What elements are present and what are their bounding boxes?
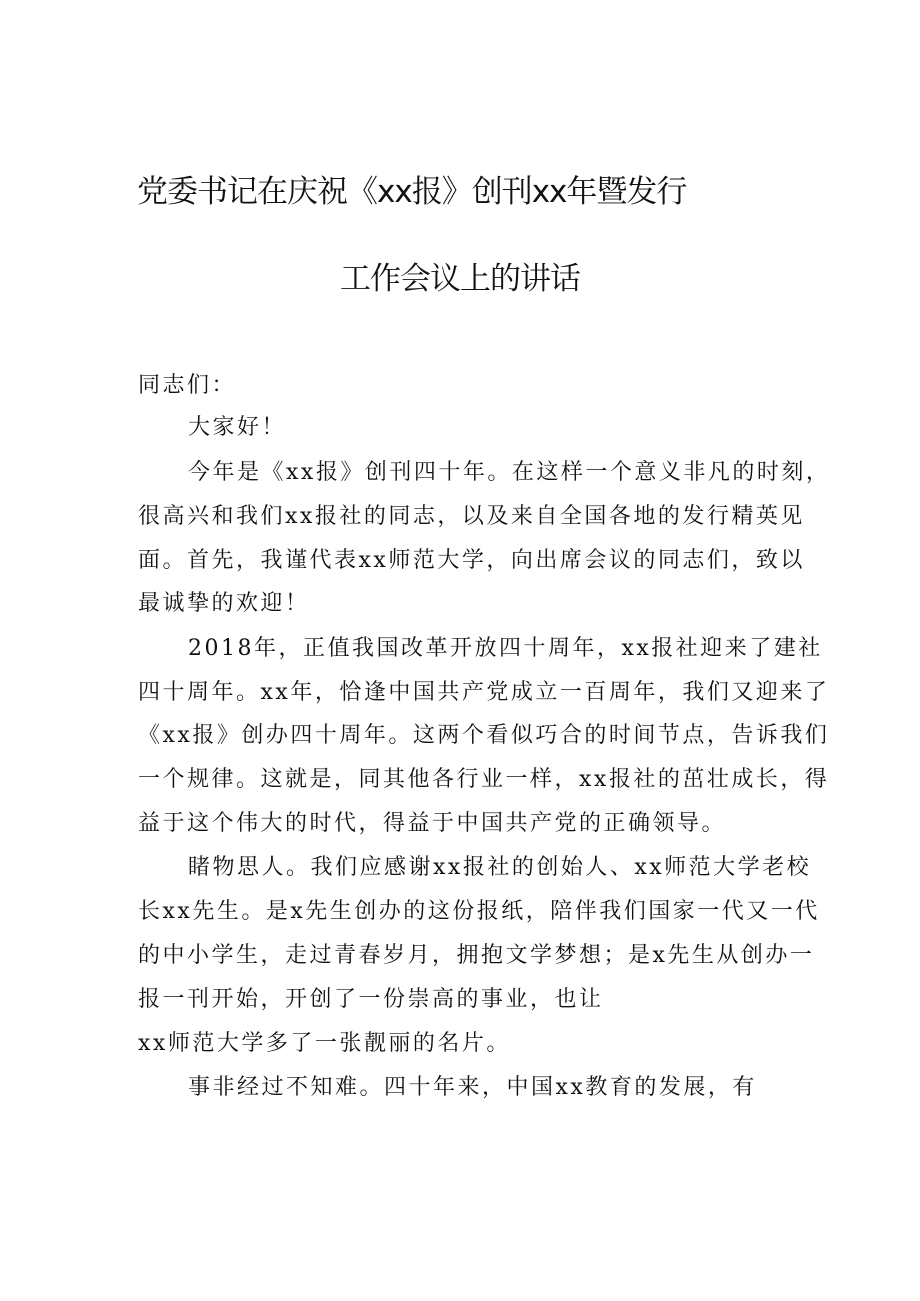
body-line: 面。首先，我谨代表xx师范大学，向出席会议的同志们，致以 <box>138 548 805 573</box>
body-line: 事非经过不知难。四十年来，中国xx教育的发展，有 <box>188 1075 757 1100</box>
body-line: 2018年，正值我国改革开放四十周年，xx报社迎来了建社 <box>188 636 823 661</box>
greeting: 大家好！ <box>188 415 287 440</box>
body-line: 今年是《xx报》创刊四十年。在这样一个意义非凡的时刻， <box>188 460 831 485</box>
body-line: 睹物思人。我们应感谢xx报社的创始人、xx师范大学老校 <box>188 855 812 880</box>
document-title-line-2: 工作会议上的讲话 <box>340 261 580 297</box>
body-line: 益于这个伟大的时代，得益于中国共产党的正确领导。 <box>138 811 727 836</box>
body-line: 很高兴和我们xx报社的同志，以及来自全国各地的发行精英见 <box>138 504 805 529</box>
body-line: xx师范大学多了一张靓丽的名片。 <box>138 1031 511 1056</box>
body-line: 长xx先生。是x先生创办的这份报纸，陪伴我们国家一代又一代 <box>138 899 820 924</box>
body-line: 四十周年。xx年，恰逢中国共产党成立一百周年，我们又迎来了 <box>138 680 830 705</box>
document-title-line-1: 党委书记在庆祝《xx报》创刊xx年暨发行 <box>137 174 687 210</box>
body-line: 报一刊开始，开创了一份崇高的事业，也让 <box>138 987 604 1012</box>
salutation: 同志们： <box>138 373 237 398</box>
body-line: 《xx报》创办四十周年。这两个看似巧合的时间节点，告诉我们 <box>138 723 830 748</box>
body-line: 的中小学生，走过青春岁月，拥抱文学梦想；是x先生从创办一 <box>138 943 815 968</box>
body-line: 一个规律。这就是，同其他各行业一样，xx报社的茁壮成长，得 <box>138 767 830 792</box>
body-line: 最诚挚的欢迎！ <box>138 591 310 616</box>
